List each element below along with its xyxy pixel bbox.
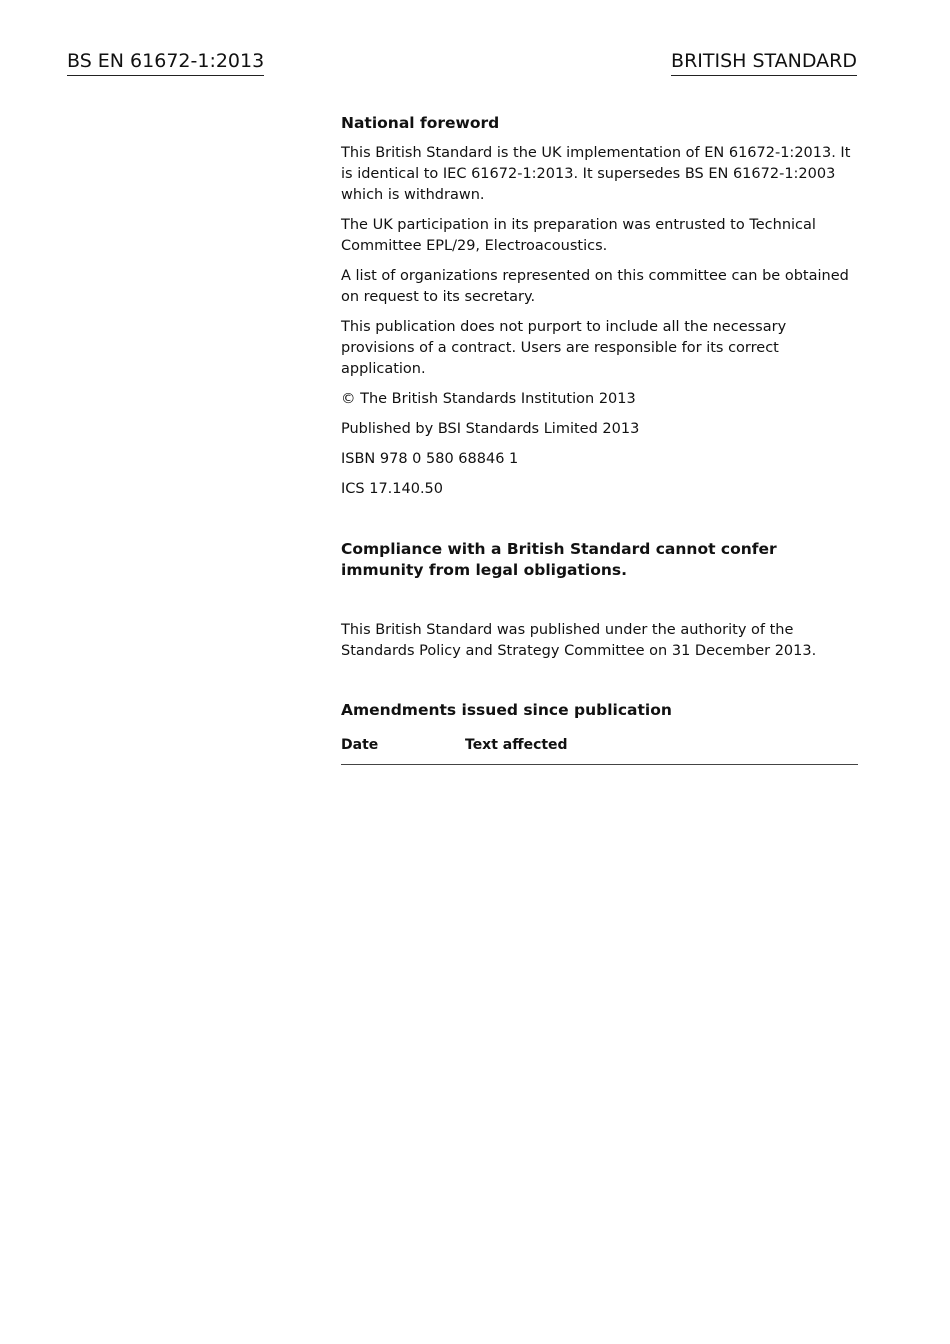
compliance-statement: Compliance with a British Standard cannot confer immunity from legal obligations. bbox=[341, 540, 777, 579]
foreword-paragraph: This British Standard is the UK implementation of EN 61672-1:2013. It is identical to IEC 61672-1:2013. It supersedes BS EN 61672-1:2003 which is withdrawn. bbox=[341, 145, 851, 203]
foreword-paragraph: A list of organizations represented on this committee can be obtained on request to its secretary. bbox=[341, 268, 849, 305]
ics-line: ICS 17.140.50 bbox=[341, 481, 444, 497]
amendments-title: Amendments issued since publication bbox=[341, 701, 672, 719]
foreword-title: National foreword bbox=[341, 114, 500, 132]
amendments-table-header bbox=[341, 735, 858, 765]
authority-statement: This British Standard was published under the authority of the Standards Policy and Strategy Committee on 31 December 2013. bbox=[341, 622, 817, 659]
isbn-line: ISBN 978 0 580 68846 1 bbox=[341, 451, 519, 467]
copyright-line: © The British Standards Institution 2013 bbox=[341, 391, 636, 407]
document-id: BS EN 61672-1:2013 bbox=[67, 48, 264, 76]
column-header-text-affected: Text affected bbox=[465, 737, 568, 753]
series-title: BRITISH STANDARD bbox=[671, 48, 857, 76]
foreword-paragraph: This publication does not purport to include all the necessary provisions of a contract. Users are responsible for its correct application. bbox=[341, 319, 787, 377]
main-content bbox=[341, 113, 858, 765]
foreword-paragraph: The UK participation in its preparation was entrusted to Technical Committee EPL/29, Electroacoustics. bbox=[341, 217, 816, 254]
publisher-line: Published by BSI Standards Limited 2013 bbox=[341, 421, 640, 437]
column-header-date: Date bbox=[341, 737, 379, 753]
